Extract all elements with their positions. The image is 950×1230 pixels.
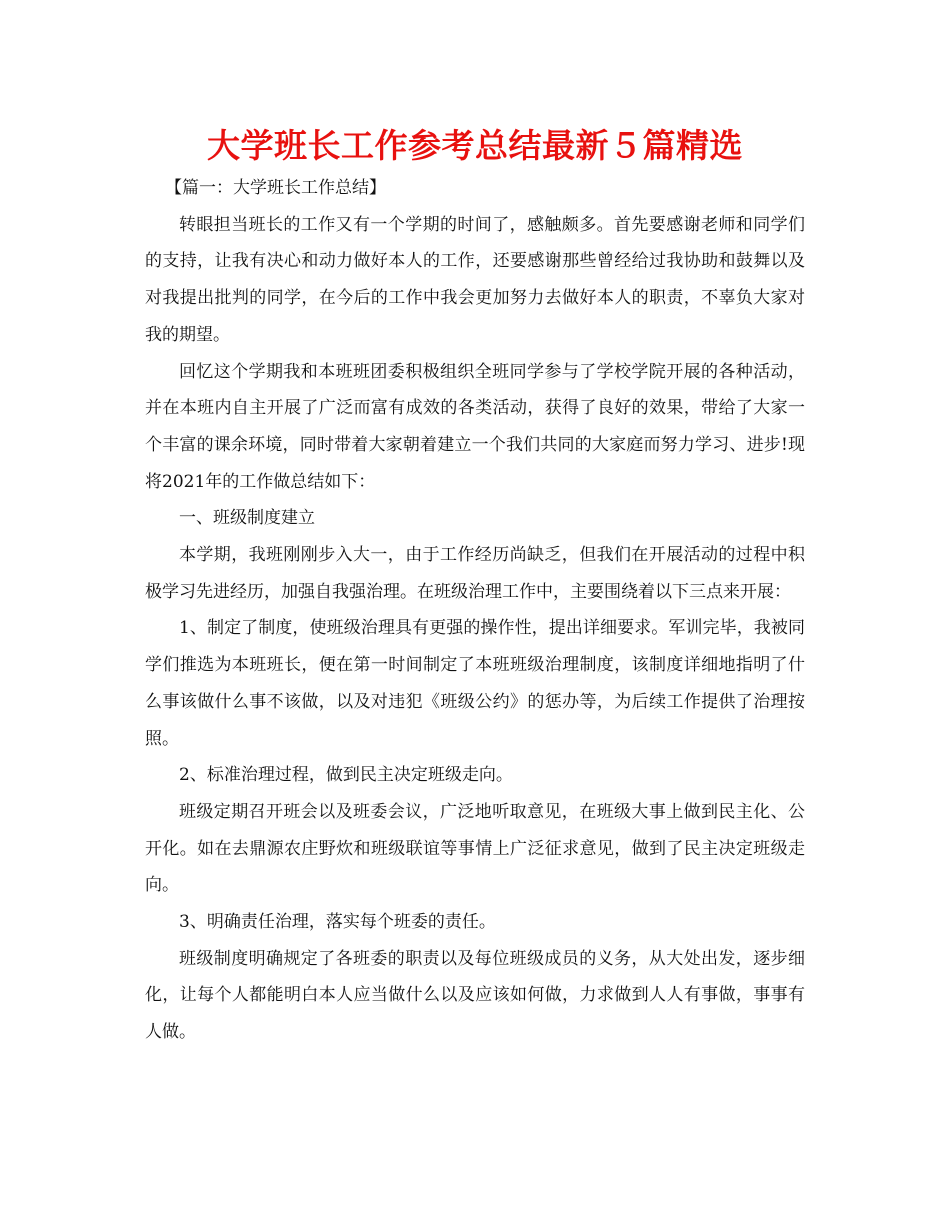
document-body [145, 170, 805, 1051]
paragraph-intro: 转眼担当班长的工作又有一个学期的时间了，感触颇多。首先要感谢老师和同学们的支持，让我有决心和动力做好本人的工作，还要感谢那些曾经给过我协助和鼓舞以及对我提出批判的同学，在今后的工作中我会更加努力去做好本人的职责，不辜负大家对我的期望。 [145, 214, 805, 345]
section-heading: 【篇一：大学班长工作总结】 [165, 178, 386, 198]
paragraph-semester: 本学期，我班刚刚步入大一，由于工作经历尚缺乏，但我们在开展活动的过程中积极学习先进经历，加强自我强治理。在班级治理工作中，主要围绕着以下三点来开展： [145, 545, 805, 602]
document-title: 大学班长工作参考总结最新５篇精选 [207, 126, 743, 165]
subheading-class-system: 一、班级制度建立 [179, 508, 315, 529]
paragraph-point-2: 班级定期召开班会以及班委会议，广泛地听取意见，在班级大事上做到民主化、公开化。如在去鼎源农庄野炊和班级联谊等事情上广泛征求意见，做到了民主决定班级走向。 [145, 801, 805, 896]
paragraph-review: 回忆这个学期我和本班班团委积极组织全班同学参与了学校学院开展的各种活动，并在本班内自主开展了广泛而富有成效的各类活动，获得了良好的效果，带给了大家一个丰富的课余环境，同时带着大家朝着建立一个我们共同的大家庭而努力学习、进步!现将2021年的工作做总结如下： [145, 361, 805, 492]
subheading-point-2: 2、标准治理过程，做到民主决定班级走向。 [179, 765, 513, 786]
paragraph-point-3: 班级制度明确规定了各班委的职责以及每位班级成员的义务，从大处出发，逐步细化，让每个人都能明白本人应当做什么以及应该如何做，力求做到人人有事做，事事有人做。 [145, 948, 805, 1043]
subheading-point-3: 3、明确责任治理，落实每个班委的责任。 [179, 912, 496, 933]
paragraph-point-1: 1、制定了制度，使班级治理具有更强的操作性，提出详细要求。军训完毕，我被同学们推选为本班班长，便在第一时间制定了本班班级治理制度，该制度详细地指明了什么事该做什么事不该做，以及对违犯《班级公约》的惩办等，为后续工作提供了治理按照。 [145, 618, 805, 749]
